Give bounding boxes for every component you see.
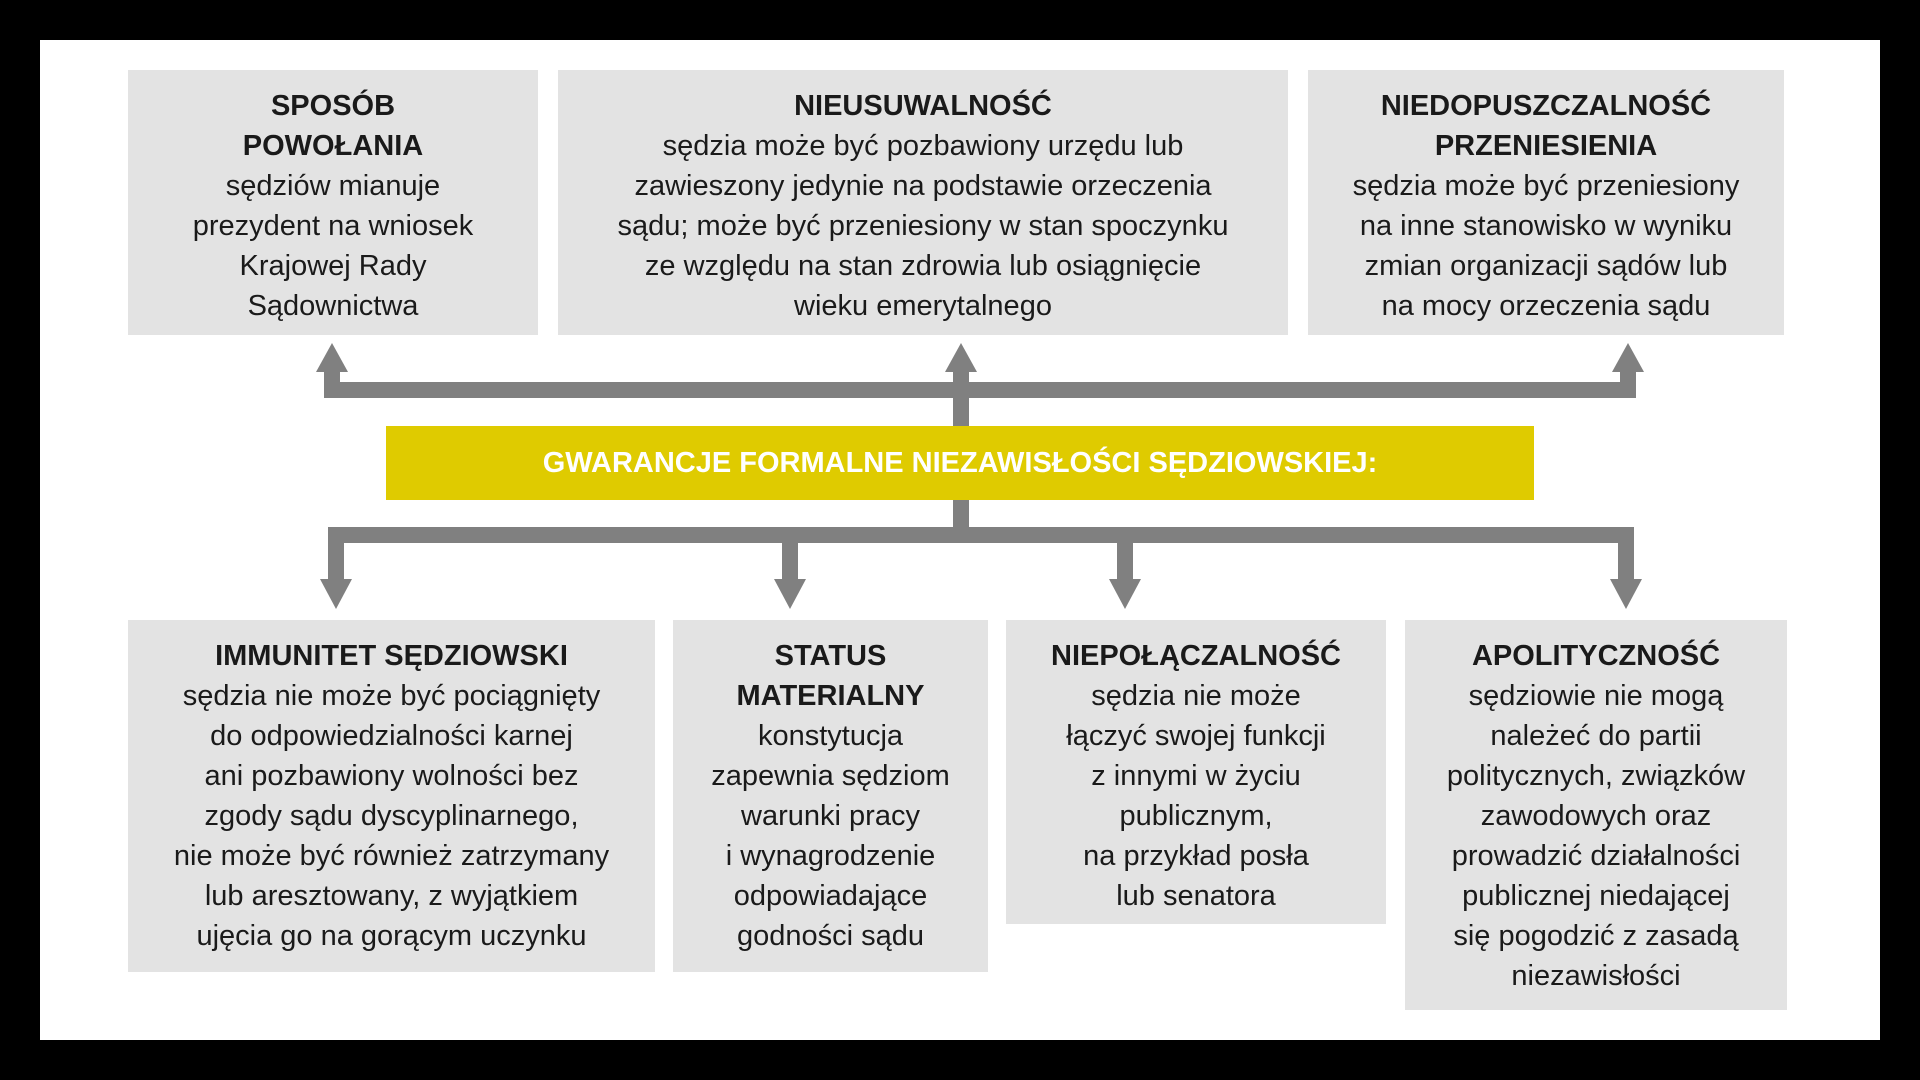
box-status-materialny bbox=[673, 620, 988, 972]
box-body: sędzia nie może być pociągnięty do odpowiedzialności karnej ani pozbawiony wolności bez zgody sądu dyscyplinarnego, nie może być również zatrzymany lub aresztowany, z wyjątkiem ujęcia go na gorącym uczynku bbox=[173, 680, 610, 952]
bottom-stem-2 bbox=[782, 527, 798, 581]
bottom-bar bbox=[328, 527, 1634, 543]
box-title: NIEUSUWALNOŚĆ bbox=[794, 90, 1052, 122]
box-niepolaczalnosc bbox=[1006, 620, 1386, 924]
bottom-trunk bbox=[953, 500, 969, 530]
top-stem-3 bbox=[1620, 370, 1636, 398]
top-arrowhead-2 bbox=[945, 343, 977, 372]
box-title: SPOSÓB POWOŁANIA bbox=[242, 90, 424, 162]
box-title: NIEDOPUSZCZALNOŚĆ PRZENIESIENIA bbox=[1380, 90, 1712, 162]
box-body: sędzia nie może łączyć swojej funkcji z innymi w życiu publicznym, na przykład posła lub senatora bbox=[1066, 680, 1326, 912]
box-body: sędzia może być przeniesiony na inne stanowisko w wyniku zmian organizacji sądów lub na mocy orzeczenia sądu bbox=[1352, 170, 1740, 322]
box-title: APOLITYCZNOŚĆ bbox=[1471, 640, 1721, 672]
box-immunitet-sedziowski bbox=[128, 620, 655, 972]
top-stem-1 bbox=[324, 370, 340, 398]
top-arrowhead-3 bbox=[1612, 343, 1644, 372]
bottom-arrowhead-4 bbox=[1610, 579, 1642, 609]
box-apolitycznosc bbox=[1405, 620, 1787, 1010]
bottom-stem-1 bbox=[328, 527, 344, 581]
diagram-canvas bbox=[40, 40, 1880, 1040]
box-niedopuszczalnosc-przeniesienia bbox=[1308, 70, 1784, 335]
bottom-stem-3 bbox=[1117, 527, 1133, 581]
bottom-arrowhead-3 bbox=[1109, 579, 1141, 609]
bottom-stem-4 bbox=[1618, 527, 1634, 581]
box-body: konstytucja zapewnia sędziom warunki pracy i wynagrodzenie odpowiadające godności sądu bbox=[711, 720, 950, 952]
box-body: sędziów mianuje prezydent na wniosek Krajowej Rady Sądownictwa bbox=[192, 170, 474, 322]
box-title: IMMUNITET SĘDZIOWSKI bbox=[215, 640, 568, 672]
box-title: STATUS MATERIALNY bbox=[736, 640, 925, 712]
box-body: sędziowie nie mogą należeć do partii politycznych, związków zawodowych oraz prowadzić działalności publicznej niedającej się pogodzić z zasadą niezawisłości bbox=[1446, 680, 1746, 992]
top-arrowhead-1 bbox=[316, 343, 348, 372]
bottom-arrowhead-2 bbox=[774, 579, 806, 609]
top-bar bbox=[324, 382, 1636, 398]
box-sposob-powolania bbox=[128, 70, 538, 335]
center-banner: GWARANCJE FORMALNE NIEZAWISŁOŚCI SĘDZIOWSKIEJ: bbox=[386, 426, 1534, 500]
box-body: sędzia może być pozbawiony urzędu lub zawieszony jedynie na podstawie orzeczenia sądu; może być przeniesiony w stan spoczynku ze względu na stan zdrowia lub osiągnięcie wieku emerytalnego bbox=[617, 130, 1229, 322]
top-stem-2 bbox=[953, 370, 969, 398]
bottom-arrowhead-1 bbox=[320, 579, 352, 609]
box-title: NIEPOŁĄCZALNOŚĆ bbox=[1051, 640, 1341, 672]
box-nieusuwalnosc bbox=[558, 70, 1288, 335]
